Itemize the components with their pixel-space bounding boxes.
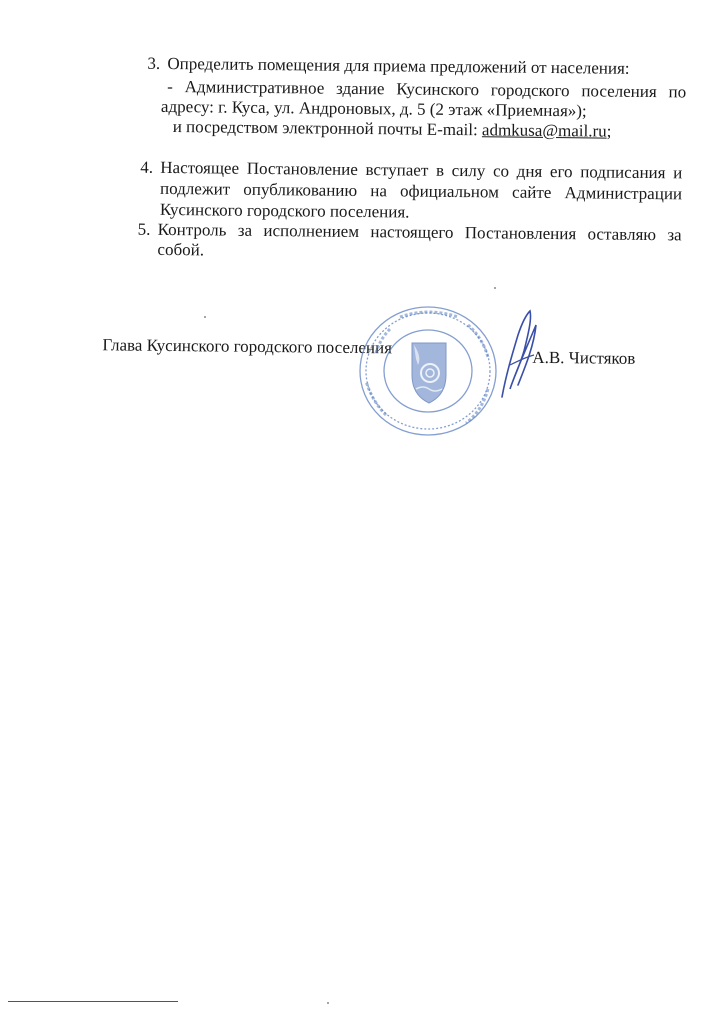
item-3-email-prefix: и посредством электронной почты E-mail: <box>172 117 483 140</box>
email-link[interactable]: admkusa@mail.ru <box>481 120 607 141</box>
scan-speck <box>327 1002 329 1004</box>
signatory-name: А.В. Чистяков <box>532 347 636 368</box>
official-seal-icon <box>356 303 500 439</box>
coat-of-arms-icon <box>412 343 446 403</box>
list-item-3 <box>2 0 724 141</box>
scan-speck <box>204 316 206 318</box>
item-3-line-2: - Административное здание Кусинского городского поселения по <box>167 76 687 102</box>
item-3-line-4 <box>173 117 612 141</box>
item-4-line-2: подлежит опубликованию на официальном сайте Администрации <box>160 178 683 204</box>
item-5-line-1: Контроль за исполнением настоящего Постановления оставляю за <box>157 219 682 245</box>
item-3-email-suffix: ; <box>606 121 612 141</box>
position-title: Глава Кусинского городского поселения <box>102 335 393 358</box>
item-3-heading: Определить помещения для приема предложений от населения: <box>167 53 630 78</box>
footer-divider <box>8 1001 178 1002</box>
item-number: 4. <box>140 157 154 177</box>
item-5-line-2: собой. <box>157 239 205 260</box>
item-number: 5. <box>137 219 151 239</box>
item-4-line-3: Кусинского городского поселения. <box>159 199 410 222</box>
item-4-line-1: Настоящее Постановление вступает в силу со дня его подписания и <box>160 157 683 183</box>
item-3-line-3: адресу: г. Куса, ул. Андроновых, д. 5 (2 этаж «Приемная»); <box>160 96 587 121</box>
scan-speck <box>494 287 496 289</box>
item-number: 3. <box>147 53 161 73</box>
handwritten-signature <box>496 305 546 405</box>
